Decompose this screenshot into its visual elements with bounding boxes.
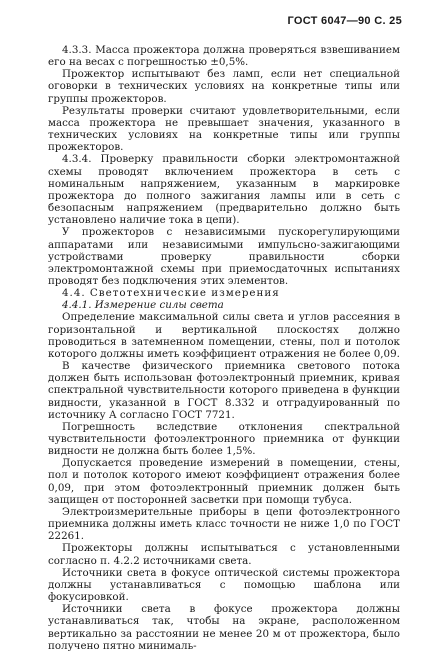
section-heading-4-4: 4.4. Светотехнические измерения (62, 287, 280, 300)
paragraph: Прожекторы должны испытываться с установленными согласно п. 4.2.2 источниками света. (48, 542, 400, 567)
paragraph: Определение максимальной силы света и углов рассеяния в горизонтальной и вертикальной плоскостях должно проводиться в затемненном помещении, стены, пол и потолок которого должны иметь коэффициент отражения не более 0,09. (48, 311, 400, 360)
paragraph: Источники света в фокусе прожектора должны устанавливаться так, чтобы на экране, расположенном вертикально за расстоянии не менее 20 м от прожектора, было получено пятно минималь- (48, 603, 400, 652)
paragraph: У прожекторов с независимыми пускорегулирующими аппаратами или независимыми импульсно-зажигающими устройствами проверку правильности сборки электромонтажной схемы при приемосдаточных испытаниях проводят без подключения этих элементов. (48, 226, 400, 287)
paragraph: Источники света в фокусе оптической системы прожектора должны устанавливаться с помощью шаблона или фокусировкой. (48, 566, 400, 604)
paragraph-4-3-4: 4.3.4. Проверку правильности сборки электромонтажной схемы проводят включением прожектора в сеть с номинальным напряжением, указанным в маркировке прожектора до полного зажигания лампы или в сеть с безопасным напряжением (предварительно должно быть установлено наличие тока в цепи). (48, 153, 400, 227)
paragraph: В качестве физического приемника светового потока должен быть использован фотоэлектронный приемник, кривая спектральной чувствительности которого приведена в функции видности, указанной в ГОСТ 8.332 и отградуированный по источнику А согласно ГОСТ 7721. (48, 360, 400, 421)
paragraph: Результаты проверки считают удовлетворительными, если масса прожектора не превышает значения, указанного в технических условиях на конкретные типы или группы прожекторов. (48, 104, 400, 154)
paragraph: Электроизмерительные приборы в цепи фотоэлектронного приемника должны иметь класс точности не ниже 1,0 по ГОСТ 22261. (48, 505, 400, 543)
document-body (48, 44, 400, 652)
paragraph: Прожектор испытывают без ламп, если нет специальной оговорки в технических условиях на конкретные типы или группы прожекторов. (48, 68, 400, 105)
page-header: ГОСТ 6047—90 С. 25 (287, 15, 402, 27)
paragraph: Допускается проведение измерений в помещении, стены, пол и потолок которого имеют коэффициент отражения более 0,09, при этом фотоэлектронный приемник должен быть защищен от посторонней засветки при помощи тубуса. (48, 457, 400, 506)
subsection-heading-4-4-1: 4.4.1. Измерение силы света (62, 299, 224, 312)
paragraph: Погрешность вследствие отклонения спектральной чувствительности фотоэлектронного приемника от функции видности не должна быть более 1,5%. (48, 420, 400, 458)
paragraph-4-3-3: 4.3.3. Масса прожектора должна проверяться взвешиванием его на весах с погрешностью ±0,5%. (48, 44, 400, 69)
